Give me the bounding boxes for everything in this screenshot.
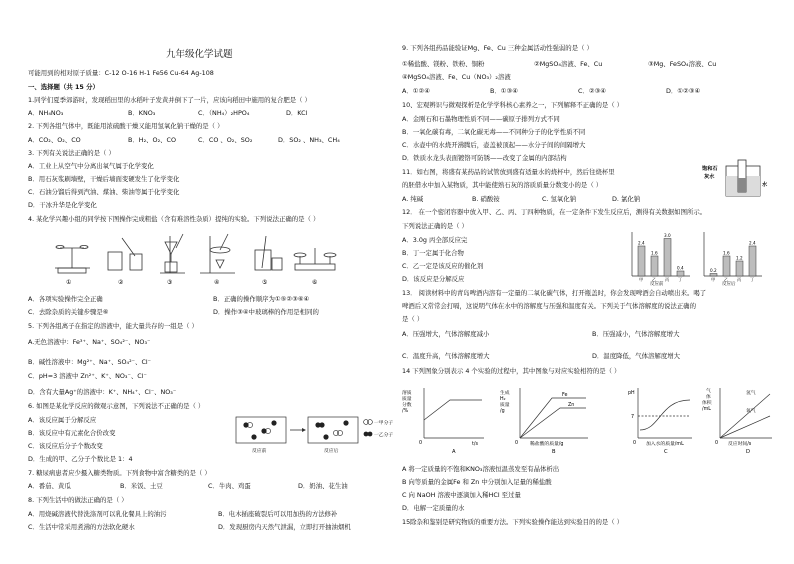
q4-option: C．去除杂质的关键步骤是⑥ xyxy=(28,308,109,316)
q14-graphs xyxy=(402,380,774,454)
q9-option: A．①②④ xyxy=(402,87,430,95)
q3-stem: 3. 下列有关说法正确的是（ ） xyxy=(28,149,115,157)
q12-bar xyxy=(749,246,756,276)
q2-stem: 2. 下列各组气体中，既能用浓硫酸干燥又能用氢氧化钠干燥的是（ ） xyxy=(28,122,224,130)
q14-g1-label: /% xyxy=(402,409,409,414)
q13-option: A．压强增大，气体溶解度减小 xyxy=(402,330,490,338)
q14-g3-label: pH xyxy=(628,391,635,396)
q11-option: A. 纯碱 xyxy=(402,195,424,203)
q2-option: A．CO₂、O₂、CO xyxy=(28,136,81,144)
q6-legend: 一甲分子 xyxy=(374,421,394,426)
q12-bar-value: 1.6 xyxy=(651,250,658,256)
q11-fig-label: 灰水 xyxy=(704,174,715,180)
q12-bar-category: 乙 xyxy=(652,277,657,282)
q9-option: B．①③④ xyxy=(490,87,518,95)
q13-option: C．温度升高，气体溶解度增大 xyxy=(402,352,490,360)
q3-option: A．工业上从空气中分离出氧气属于化学变化 xyxy=(28,162,154,170)
q14-g4-label: 体积 xyxy=(702,401,712,406)
q12-bar-value: 1.2 xyxy=(736,255,743,261)
q14-g2-label: Zn xyxy=(568,403,575,408)
q1-stem: 1.同学们夏季郊游时，发现稻田里的水稻叶子发黄并倒下了一片，应该向稻田中施用的复合肥是（ ） xyxy=(28,96,311,104)
q14-g2-label: 质量 xyxy=(500,403,510,408)
q10-option: B．一氧化碳有毒，二氧化碳无毒——不同种分子的化学性质不同 xyxy=(402,128,586,136)
q1-option: D．KCl xyxy=(286,109,308,117)
q13-option: D．温度降低，气体溶解度增大 xyxy=(592,352,680,360)
q12-bar-value: 3.0 xyxy=(664,233,671,238)
q14-graph-letter: B xyxy=(552,449,556,455)
q4-fig-label: ② xyxy=(118,279,124,286)
q12-bar-value: 0.4 xyxy=(677,265,684,271)
q13-option: B．压强减小，气体溶解度增大 xyxy=(592,330,680,338)
q8-option: B．电木插座破裂后可以用加热的方法修补 xyxy=(218,510,338,518)
q11-beaker-figure xyxy=(702,160,772,200)
q1-option: C．（NH₄）₂HPO₄ xyxy=(198,109,250,117)
q12-chart-caption: 反应后 xyxy=(722,282,736,287)
q12-bar-value: 1.6 xyxy=(723,250,730,256)
q12-stem: 12． 在一个密闭容器中放入甲、乙、丙、丁四种物质，在一定条件下发生反应后，测得有关数据如图所示。 xyxy=(402,208,707,216)
q12-chart-caption: 反应前 xyxy=(650,282,664,287)
q8-option: D．发现厨房内天然气泄漏，立即打开抽油烟机 xyxy=(218,523,351,531)
q9-item: ③Mg、FeSO₄溶液、Cu xyxy=(648,60,717,68)
q13-text: 啤酒后又常常会打嗝，这说明气体在水中的溶解度与压强和温度有关。下列关于气体溶解度的说法正确的 xyxy=(402,302,696,310)
exam-title: 九年级化学试题 xyxy=(166,49,233,60)
q10-option: D．铁质水龙头表面镀铬可防锈——改变了金属的内部结构 xyxy=(402,154,567,162)
q6-option: A．该反应属于分解反应 xyxy=(28,416,97,424)
q14-g3-label: 0 xyxy=(633,441,637,446)
q6-option: D．生成的甲、乙分子个数比是 1：4 xyxy=(28,455,133,463)
q12-bar-category: 丙 xyxy=(665,277,670,282)
q14-g2-label: H₂ xyxy=(500,397,506,402)
q4-apparatus-figure xyxy=(50,228,350,286)
right-column xyxy=(402,0,774,564)
q14-g4-label: 反应时间/s xyxy=(728,442,752,447)
q12-bar xyxy=(723,256,730,276)
q6-stem: 6. 如图是某化学反应的微观示意图，下列说法不正确的是（ ） xyxy=(28,402,205,410)
q12-bar-category: 丙 xyxy=(737,277,742,282)
q4-fig-label: ⑥ xyxy=(312,279,318,286)
q14-graph-letter: C xyxy=(664,449,668,455)
q7-option: D．奶油、花生油 xyxy=(298,482,348,490)
q13-text: 13． 阅读材料中的青岛啤酒内溶有一定量的二氧化碳气体，打开瓶盖时，你会发现啤酒会自动喷出来。喝了 xyxy=(402,289,707,297)
q4-fig-label: ③ xyxy=(167,279,173,286)
q10-option: C．水壶中的水烧开沸腾后，壶盖被顶起——水分子间的间隔增大 xyxy=(402,141,586,149)
q12-bar xyxy=(736,261,743,276)
q11-option: C. 氢氧化钠 xyxy=(542,195,577,203)
q5-option: C．pH=3 溶液中 Zn²⁺、K⁺、NO₃⁻、Cl⁻ xyxy=(28,372,147,380)
q14-g4-label: 氢气 xyxy=(746,391,756,396)
q12-bar-value: 2.4 xyxy=(749,240,756,246)
q8-option: A．用烧碱溶液代替洗涤剂可以乳化餐具上的油污 xyxy=(28,510,167,518)
q5-stem: 5. 下列各组离子在指定的溶液中，能大量共存的一组是（ ） xyxy=(28,322,198,330)
q12-bar-value: 0.2 xyxy=(710,268,717,273)
q4-fig-label: ① xyxy=(66,279,72,286)
q7-stem: 7. 糖尿病患者应少摄入糖类物质。下列食物中富含糖类的是（ ） xyxy=(28,469,211,477)
q14-g2-label: 生成 xyxy=(500,391,510,396)
q2-option: D．SO₂ 、NH₃、CH₄ xyxy=(278,136,340,144)
q12-bar-category: 甲 xyxy=(639,277,644,282)
q1-option: A．NH₄NO₃ xyxy=(28,109,64,117)
q14-option: D．电解一定质量的水 xyxy=(402,504,465,512)
q9-item: ①稀盐酸、镁粉、铁粉、铜粉 xyxy=(402,60,485,68)
q11-stem: 11．如右图，将盛有某药品的试管放到盛有适量水的烧杯中，然后往烧杯里 xyxy=(402,168,615,176)
q14-g2-label: /g xyxy=(500,409,505,414)
q14-option: B 向等质量的金属Fe 和 Zn 中分别加入足量的稀盐酸 xyxy=(402,478,552,486)
q3-option: D．干冰升华是化学变化 xyxy=(28,201,97,209)
q6-reaction-diagram xyxy=(234,415,394,457)
atomic-masses: 可能用到的相对原子质量：C-12 O-16 H-1 Fe56 Cu-64 Ag-108 xyxy=(28,69,214,77)
q14-g1-label: 0 xyxy=(419,441,423,446)
q12-option: D．该反应是分解反应 xyxy=(402,275,465,283)
q14-g4-label: 氧气 xyxy=(746,409,756,414)
q9-item: ②MgSO₄溶液、Fe、Cu xyxy=(534,60,603,68)
q4-fig-label: ⑤ xyxy=(262,279,268,286)
q6-caption: 反应后 xyxy=(324,449,339,454)
q14-g4-label: 气 xyxy=(706,389,711,394)
q14-g3-label: 7 xyxy=(631,415,635,420)
q14-g4-label: /mL xyxy=(702,407,711,412)
q12-stem: 下列说法正确的是（ ） xyxy=(402,222,468,230)
q14-option: C 向 NaOH 溶液中逐滴加入稀HCl 至过量 xyxy=(402,491,521,499)
q13-text: 是（ ） xyxy=(402,315,424,323)
q6-option: C．该反应后分子个数改变 xyxy=(28,442,103,450)
q4-option: D．操作③④中玻璃棒的作用是相同的 xyxy=(213,308,319,316)
q12-bar-category: 甲 xyxy=(711,277,716,282)
q14-stem: 14 下列图象分别表示 4 个实验的过程中，其中图象与对应实验相符的是（ ） xyxy=(402,367,621,375)
q3-option: C．石油分馏后得到汽油、煤油、柴油等属于化学变化 xyxy=(28,188,180,196)
q8-option: C．生活中常采用煮沸的方法软化硬水 xyxy=(28,523,135,531)
q14-g1-label: 分数 xyxy=(402,403,412,408)
q12-option: B．丁一定属于化合物 xyxy=(402,249,464,257)
q6-caption: 反应前 xyxy=(252,449,267,454)
q5-option: D．含有大量Ag⁺的溶液中：K⁺、NH₄⁺、Cl⁻、NO₃⁻ xyxy=(28,388,177,396)
q11-stem: 的胚借水中加入某物质，其中能使熟石灰的溶质质量分数变小的是（ ） xyxy=(402,181,603,189)
q12-bar-category: 丁 xyxy=(750,277,755,282)
q2-option: B．H₂、O₂、CO xyxy=(128,136,177,144)
q14-g4-label: 体 xyxy=(706,395,711,400)
q12-option: A．3.0g 丙全部反应完 xyxy=(402,236,468,244)
q12-bar xyxy=(677,271,684,276)
q10-stem: 10、宏观辨识与微观探析是化学学科核心素养之一，下列解释不正确的是（ ） xyxy=(402,101,624,109)
q9-item: ④MgSO₄溶液、Fe、Cu（NO₃）₂溶液 xyxy=(402,73,511,81)
q5-option: B．碱性溶液中：Mg²⁺、Na⁺、SO₄²⁻、Cl⁻ xyxy=(28,358,152,366)
q9-option: D．①②③④ xyxy=(666,87,701,95)
q14-g2-label: 0 xyxy=(515,441,519,446)
q14-g1-label: t/s xyxy=(472,442,478,447)
q1-option: B．KNO₃ xyxy=(128,109,156,117)
q14-g2-label: 稀盐酸的质量/g xyxy=(530,442,564,447)
q14-g2-label: Fe xyxy=(562,393,568,398)
q6-option: B．该反应中有元素化合价改变 xyxy=(28,429,116,437)
q12-bar xyxy=(664,239,671,277)
q12-bar xyxy=(638,246,645,276)
q4-option: A．各项实验操作完全正确 xyxy=(28,295,103,303)
q12-bar-category: 丁 xyxy=(678,277,683,282)
q12-bar-value: 2.4 xyxy=(638,240,645,246)
q14-g3-label: 加入水的质量/mL xyxy=(646,442,684,447)
q15-stem: 15除杂和鉴别是研究物质的重要方法。下列实验操作能达到实验目的的是（ ） xyxy=(402,518,624,526)
q12-bar xyxy=(651,256,658,276)
q12-bar xyxy=(710,274,717,277)
q7-option: A．番茄、黄瓜 xyxy=(28,482,71,490)
q14-graph-letter: D xyxy=(746,449,750,455)
q14-g1-label: 质量 xyxy=(402,397,412,402)
section-heading: 一、选择题（共 15 分） xyxy=(28,83,99,91)
q11-option: D. 氯化钠 xyxy=(612,195,641,203)
q5-option: A.无色溶液中：Fe³⁺、Na⁺、SO₄²⁻、NO₃⁻ xyxy=(28,338,151,346)
q10-option: A．金刚石和石墨物理性质不同——碳原子排列方式不同 xyxy=(402,115,560,123)
q12-option: C．乙一定是该反应的催化剂 xyxy=(402,262,484,270)
q11-option: B. 硝酸铵 xyxy=(472,195,500,203)
q11-fig-label: 饱和石 xyxy=(702,166,718,172)
q8-stem: 8. 下列生活中的做法正确的是（ ） xyxy=(28,496,128,504)
q14-g1-label: 溶质 xyxy=(402,391,412,396)
q14-g4-label: 0 xyxy=(715,441,719,446)
q12-bar-charts xyxy=(630,228,770,286)
q4-fig-label: ④ xyxy=(214,279,220,286)
q12-bar-category: 乙 xyxy=(724,277,729,282)
q4-option: B．正确的操作顺序为①⑤②③⑥④ xyxy=(213,295,310,303)
q9-option: C．②③④ xyxy=(578,87,607,95)
q14-graph-letter: A xyxy=(452,449,456,455)
q7-option: C．牛肉、鸡蛋 xyxy=(208,482,251,490)
left-column xyxy=(28,0,400,564)
q7-option: B．米饭、土豆 xyxy=(120,482,163,490)
q9-stem: 9. 下列各组药品能验证Mg、Fe、Cu 三种金属活动性强弱的是（ ） xyxy=(402,44,593,52)
q4-stem: 4. 某化学兴趣小组的同学按下图操作完成粗盐（含有难溶性杂质）提纯的实验。下列说法正确的是（ ） xyxy=(28,215,320,223)
q14-option: A 将一定质量的不饱和KNO₃溶液恒温蒸发至有晶体析出 xyxy=(402,465,560,473)
q3-option: B．用石灰浆刷墙壁，干燥后墙面变硬发生了化学变化 xyxy=(28,175,180,183)
q2-option: C．CO 、O₂、SO₂ xyxy=(198,136,253,144)
q11-fig-label: 水 xyxy=(762,182,768,188)
q6-legend: 一乙分子 xyxy=(374,433,394,438)
